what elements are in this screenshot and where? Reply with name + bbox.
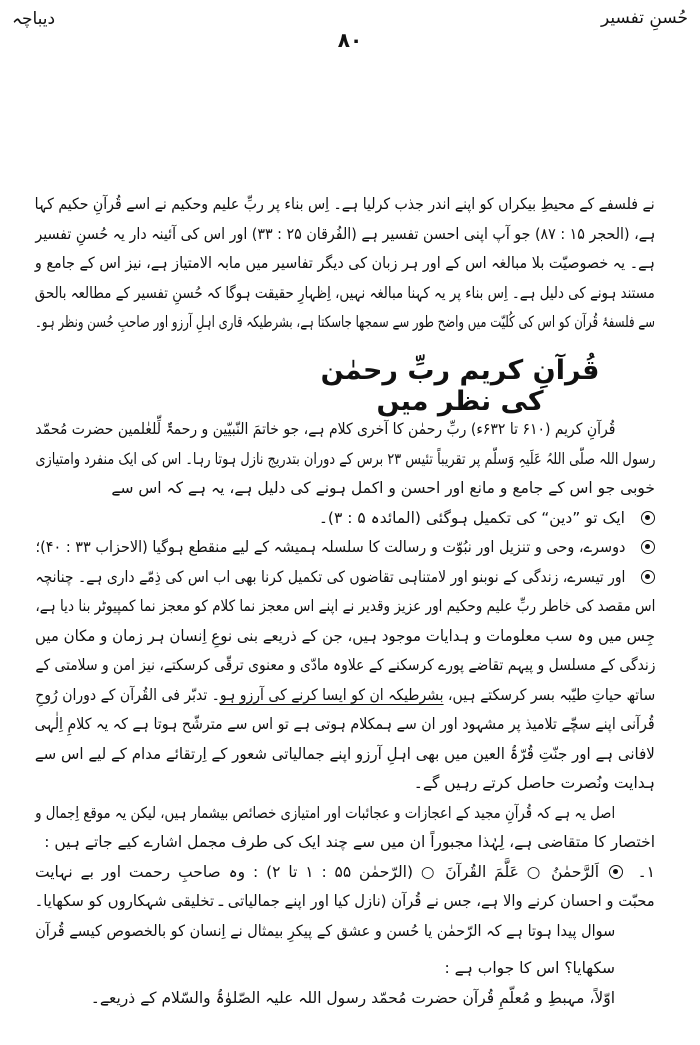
circled-bullet-icon	[641, 570, 655, 584]
underlined-phrase: بشرطیکہ ان کو ایسا کرنے کی آرزو ہو	[219, 685, 444, 704]
text-line: لافانی ہے اور جنّتِ قُرّۃُ العین میں بھی اہلِ آرزو اپنے جمالیاتی شعور کے اِرتقائے مدام کے لیے اس سے	[35, 744, 655, 763]
circled-bullet-icon	[641, 540, 655, 554]
text-line: سے فلسفۂ قُرآن کو اس کی کُلیّت میں واضح طور سے سمجھا جاسکتا ہے، بشرطیکہ قاری اہلِ آرزو اور صاحبِ حُسن ونظر ہو۔	[35, 313, 655, 331]
bullet-item: اور تیسرے، زندگی کے نوبنو اور لامتناہی تقاضوں کی تکمیل کرنا بھی اب اس کی ذِمّے داری ہے۔ چنانچہ	[35, 563, 655, 593]
text-segment: ۔ تدبّر فی القُرآن کے دوران رُوحِ	[35, 685, 220, 704]
text-line: اوّلاً، مہبطِ و مُعلّمِ قُرآن حضرت مُحمّد رسول اللہ علیہ الصّلوٰۃُ والسّلام کے ذریعے۔	[90, 988, 615, 1007]
text-line: اختصار کا متقاضی ہے، لِہٰذا مجبوراً ان میں سے چند ایک کی طرف مجمل اشارے کیے جاتے ہیں :	[44, 833, 655, 851]
text-line: اصل یہ ہے کہ قُرآنِ مجید کے اعجازات و عجائبات اور امتیازی خصائص بیشمار ہیں، لیکن یہ موقع اِجمال و	[35, 803, 615, 822]
running-header-book-title: حُسنِ تفسیر	[600, 8, 688, 28]
numbered-item: ۱۔ اَلرَّحمٰنُ ○ عَلَّمَ القُرآنَ ○ (الرّحمٰن ۵۵ : ۱ تا ۲) : وہ صاحبِ رحمت اور بے نہایت	[35, 858, 655, 888]
page-number: ۸۰	[337, 28, 363, 52]
text-line: محبّت و احسان کرنے والا ہے، جس نے قُرآن (نازل کیا اور اپنے جمالیاتی ـ تخلیقی شہکاروں کو سکھایا۔	[35, 892, 655, 910]
text-line: زندگی کے مسلسل و پیہم تقاضے پورے کرسکنے کے علاوہ مادّی و معنوی ترقّی کرسکتے، نیز امن و سلامتی کے	[35, 656, 655, 674]
item-number: ۱۔	[637, 862, 655, 881]
circled-bullet-icon	[641, 511, 655, 525]
bullet-item: دوسرے، وحی و تنزیل اور نبُوّت و رسالت کا سلسلہ ہمیشہ کے لیے منقطع ہوگیا (الاحزاب ۳۳ : ۴۰)؛	[35, 533, 655, 563]
text-line: قُرآنِ کریم (۶۱۰ تا ۶۳۲ء) ربِّ رحمٰن کا آخری کلام ہے، جو خاتمَ النّبیّین و رحمۃٌ لِّلعٰلمین حضرت مُحمّد	[35, 420, 615, 438]
paragraph-1	[35, 190, 655, 338]
text-line: قُرآنی اپنے سچّے تلامیذ پر مشہود اور ان سے ہمکلام ہوتی ہے تو اس سے مترشّح ہوتا ہے کہ یہ کلامِ اِلٰہی	[35, 715, 655, 733]
text-line: رسول اللہ صلّی اللہُ عَلَیہِ وَسلّم پر تقریباً تئیس ۲۳ برس کے دوران بتدریج نازل ہوتا رہا۔ اس کی ایک منفرد وامتیازی	[35, 449, 655, 468]
text-line: مستند ہونے کی دلیل ہے۔ اِس بناء پر یہ کہنا مبالغہ نہیں، اِظہارِ حقیقت ہوگا کہ حُسنِ تفسیر کے مطالعہ بالحق	[35, 283, 655, 302]
text-line: ہدایت ونُصرت حاصل کرتے رہیں گے۔	[413, 774, 655, 792]
text-line: سکھایا؟ اس کا جواب ہے :	[444, 959, 615, 977]
section-heading: قُرآنِ کریم ربِّ رحمٰن کی نظر میں	[320, 355, 600, 417]
text-line: جِس میں وہ سب معلومات و ہدایات موجود ہیں، جن کے ذریعے بنی نوعِ اِنسان ہر زمان و مکان میں	[35, 626, 655, 645]
text-line: سوال پیدا ہوتا ہے کہ الرّحمٰن یا حُسن و عشق کے پیکرِ بیمثال نے اِنسان کو بالخصوص کیسے قُرآن	[35, 921, 615, 940]
text-line: ہے۔ یہ خصوصیّت بلا مبالغہ اس کے اور ہر زبان کی دیگر تفاسیر میں مابہ الامتیاز ہے، نیز اس کے جامع و	[35, 254, 655, 272]
text-line: اس مقصد کی خاطر ربِّ علیم وحکیم اور عزیز وقدیر نے اپنے اس معجز نما کلام کو معجز نما کمپیوٹر بنا دیا ہے،	[35, 597, 655, 615]
text-line: خوبی جو اس کے جامع و مانع اور احسن و اکمل ہونے کی دلیل ہے، یہ ہے کہ اس سے	[111, 479, 655, 497]
text-segment: ساتھ حیاتِ طیّبہ بسر کرسکتے ہیں،	[443, 685, 655, 704]
paragraph-2	[35, 415, 655, 1013]
circled-bullet-icon	[609, 865, 623, 879]
text-line: ہے، (الحجر ۱۵ : ۸۷) جو آپ اپنی احسن تفسیر ہے (الفُرقان ۲۵ : ۳۳) اور اس کی آئینہ دار یہ حُسنِ تفسیر	[35, 224, 655, 243]
running-header-section: دیباچہ	[12, 9, 56, 29]
text-line	[35, 681, 655, 711]
bullet-item: ایک تو ”دین“ کی تکمیل ہوگئی (المائدہ ۵ : ۳)۔	[35, 504, 655, 534]
text-line: نے فلسفے کے محیطِ بیکراں کو اپنے اندر جذب کرلیا ہے۔ اِس بناء پر ربِّ علیم وحکیم نے اسے قُرآنِ حکیم کہا	[35, 195, 655, 213]
